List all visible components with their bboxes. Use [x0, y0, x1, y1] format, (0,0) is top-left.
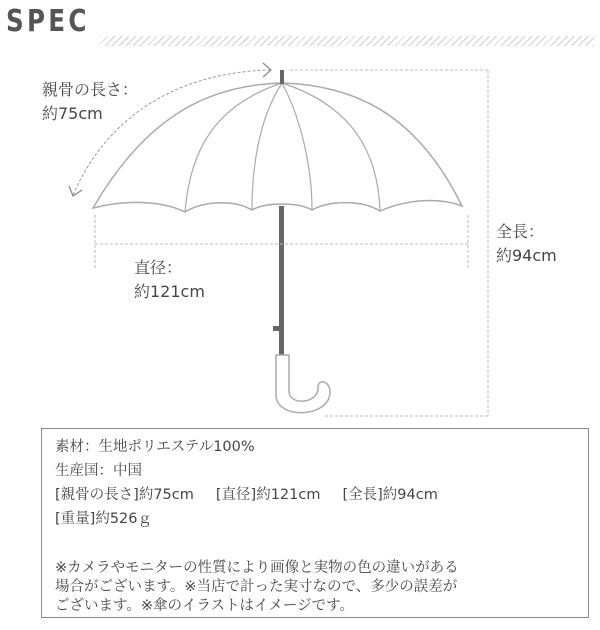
- umbrella-handle: [276, 355, 330, 413]
- rib-length-value: 約75cm: [42, 104, 103, 123]
- spec-box: [41, 428, 589, 618]
- total-length-title: 全長：: [496, 222, 545, 241]
- umbrella-tip: [280, 70, 284, 84]
- diameter-value: 約121cm: [134, 282, 205, 301]
- diameter-title: 直径：: [134, 258, 183, 277]
- umbrella-canopy: [93, 83, 462, 212]
- rib-length-title: 親骨の長さ：: [42, 80, 139, 99]
- spec-note-line: ※カメラやモニターの性質により画像と実物の色の違いがある: [55, 560, 459, 576]
- spec-sizes: [55, 483, 588, 507]
- umbrella-shaft: [279, 206, 284, 356]
- umbrella-runner: [273, 326, 281, 331]
- spec-total-length: [全長]約94cm: [342, 487, 438, 503]
- spec-note-line: ございます。※傘のイラストはイメージです。: [55, 598, 354, 614]
- total-length-value: 約94cm: [496, 246, 557, 265]
- spec-note-line: 場合がございます。※当店で計った実寸なので、多少の誤差が: [55, 579, 458, 595]
- spec-rib-length: [親骨の長さ]約75cm: [55, 487, 194, 503]
- page-title: SPEC: [6, 4, 90, 39]
- spec-weight: [重量]約526ｇ: [55, 511, 152, 527]
- rib-length-arrowhead-bottom: [69, 186, 82, 196]
- spec-diameter: [直径]約121cm: [215, 487, 321, 503]
- spec-material: 素材：生地ポリエステル100%: [55, 439, 255, 455]
- spec-origin: 生産国：中国: [55, 463, 142, 479]
- spec-note: [55, 559, 588, 616]
